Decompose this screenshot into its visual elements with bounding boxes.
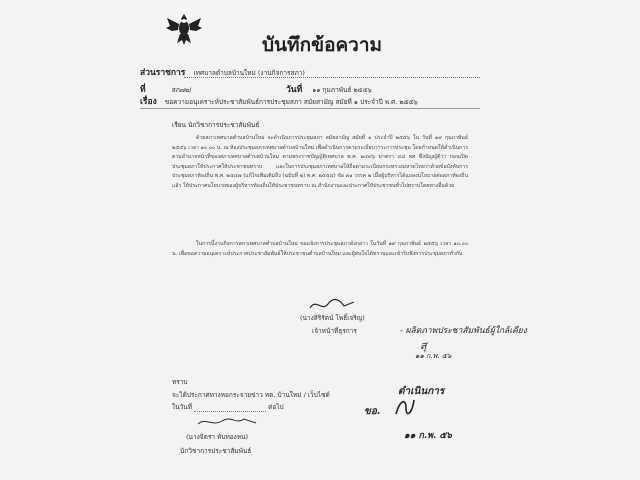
ref-value: สภ๗๒/: [171, 86, 192, 94]
footer-line1: จะได้ประกาศทางหอกระจายข่าว ทต. บ้านใหม่ / เว็บไซต์: [172, 391, 330, 399]
footer-line2-dots: [194, 403, 266, 412]
signer1-position: เจ้าหน้าที่ธุรการ: [312, 327, 357, 335]
body-paragraph-1: ด้วยสภาเทศบาลตำบลบ้านใหม่ จะดำเนินการประชุมสภา สมัยสามัญ สมัยที่ ๑ ประจำปี ๒๕๕๖ ใน วันที่ ๑๙ กุมภาพันธ์ ๒๕๕๖ เวลา ๑๐.๐๐ น. ณ ห้องประชุมสภาเทศบาลตำบลบ้านใหม่ เพื่อดำเนินการตามระเบียบวาระการประชุม โดยกำหนดให้ดำเนินการตามอำนาจหน้าที่ของสภาเทศบาลตำบลบ้านใหม่ ตามพระราชบัญญัติเทศบาล พ.ศ. ๒๔๙๖ มาตรา ๔๘ ทศ ซึ่งบัญญัติว่า ก่อนเปิดประชุมสภาให้ประกาศให้ประชาชนทราบ และในการประชุมสภาเทศบาลให้ถือตามระเบียบกระทรวงมหาดไทยว่าด้วยข้อบังคับการประชุมสภาท้องถิ่น พ.ศ. ๒๕๔๗ (แก้ไขเพิ่มเติมถึง (ฉบับที่ ๒) พ.ศ. ๒๕๕๔) ข้อ ๓๑ วรรค ๒ เมื่อผู้บริหารได้แถลงนโยบายต่อสภาท้องถิ่นแล้ว ให้ประกาศนโยบายของผู้บริหารท้องถิ่นให้ประชาชนทราบ ณ สำนักงานและประกาศให้ประชาชนทั่วไปทราบโดยทางอื่นด้วย: [172, 135, 468, 189]
garuda-emblem-icon: [164, 10, 204, 50]
footer-line2-label: ในวันที่: [172, 403, 192, 411]
agency-value: เทศบาลตำบลบ้านใหม่ (งานกิจการสภา): [193, 69, 305, 77]
memo-title: บันทึกข้อความ: [262, 34, 383, 56]
agency-dotline: [184, 69, 480, 78]
signer1-name: (นางสิริรัตน์ โพธิ์เจริญ): [300, 314, 365, 322]
handnote-line1: ดำเนินการ: [398, 386, 445, 397]
stamp-note-date: ๑๑ ก.พ. ๕๖: [415, 352, 452, 360]
body-paragraph-2: ในการนี้งานกิจการสภาเทศบาลตำบลบ้านใหม่ ขอแจ้งการประชุมสภาดังกล่าว ในวันที่ ๑๙ กุมภาพันธ์ ๒๕๕๖ เวลา ๑๐.๐๐ น. เพื่อขอความอนุเคราะห์ประกาศประชาสัมพันธ์ให้ประชาชนตำบลบ้านใหม่ และผู้สนใจได้ทราบและเข้ารับฟังการประชุมสภาทั่วกัน: [172, 241, 468, 257]
stamp-note-text: - ผลิตภาพประชาสัมพันธ์ผู้ใกล้เคียง: [400, 326, 527, 336]
handnote-prefix: ขอ.: [364, 406, 381, 417]
header-divider: [140, 108, 480, 109]
subject-value: ขอความอนุเคราะห์ประชาสัมพันธ์การประชุมสภา สมัยสามัญ สมัยที่ ๑ ประจำปี พ.ศ. ๒๕๕๖: [164, 98, 418, 106]
footer-line2-mid: ต่อไป: [268, 403, 284, 411]
footer-name: (นางจิตรา ทับทองหน): [186, 433, 249, 441]
date-value: ๑๑ กุมภาพันธ์ ๒๕๕๖: [312, 86, 372, 94]
signer1-signature-icon: [308, 296, 358, 314]
handnote-date: ๑๑ ก.พ. ๕๖: [404, 431, 452, 441]
salutation: เรียน นักวิชาการประชาสัมพันธ์: [172, 121, 260, 129]
footer-line2: [172, 402, 284, 412]
handnote-signature-icon: [392, 394, 418, 420]
subject-row: [140, 94, 418, 108]
footer-greeting: ทราบ: [172, 378, 188, 386]
ref-label: ที่: [140, 85, 146, 95]
stamp-note-initial: สุ: [420, 339, 427, 352]
subject-label: เรื่อง: [140, 97, 157, 107]
footer-signature-icon: [196, 415, 260, 429]
date-label: วันที่: [286, 85, 303, 95]
footer-position: นักวิชาการประชาสัมพันธ์: [180, 447, 252, 455]
agency-label: ส่วนราชการ: [140, 68, 186, 78]
